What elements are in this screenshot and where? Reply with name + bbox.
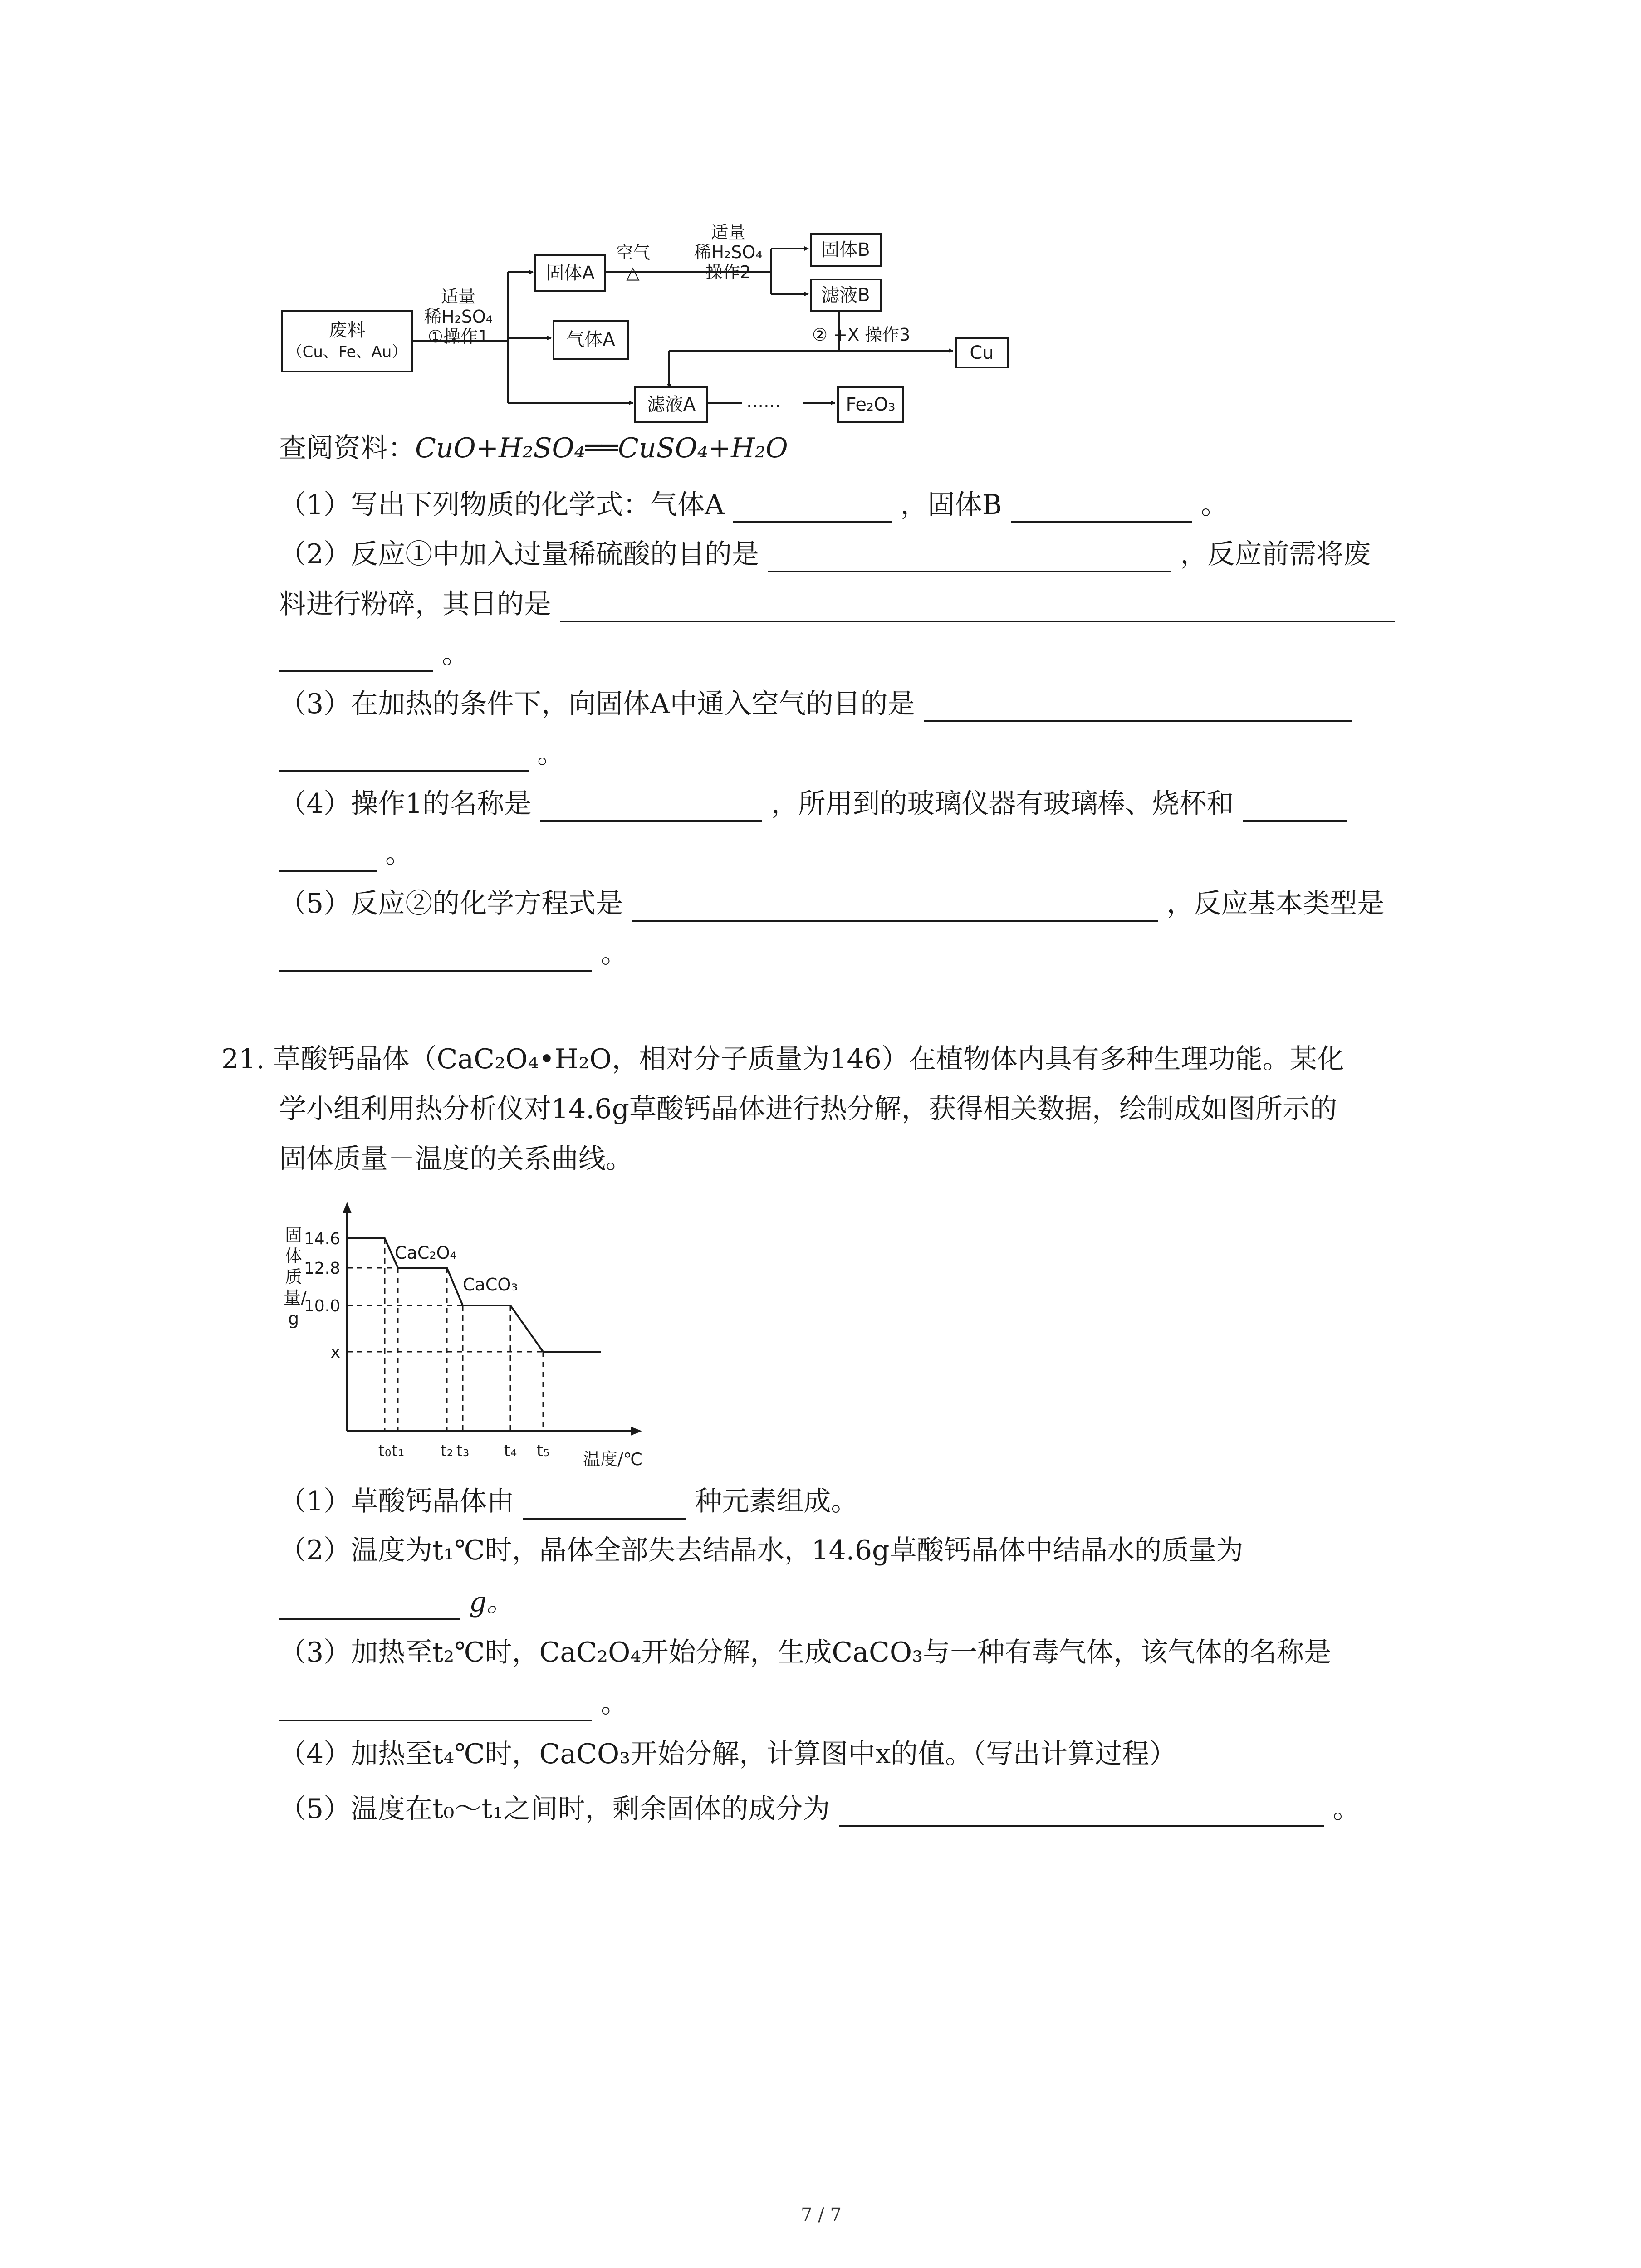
gas-a-box: 气体A: [553, 320, 629, 360]
fe2o3-box: Fe₂O₃: [837, 386, 904, 423]
chart-annotation-cac2o4: CaC₂O₄: [395, 1243, 457, 1263]
waste-components: （Cu、Fe、Au）: [287, 343, 407, 361]
chart-x-axis-arrow: [631, 1427, 642, 1436]
reference-line: 查阅资料：CuO+H₂SO₄══CuSO₄+H₂O: [279, 432, 788, 464]
q21-part4: （4）加热至t₄℃时，CaCO₃开始分解，计算图中x的值。（写出计算过程）: [279, 1738, 1177, 1770]
chart-x-tick-label: t₃: [456, 1442, 470, 1460]
water-mass-blank[interactable]: [279, 1590, 460, 1620]
reference-equation: CuO+H₂SO₄══CuSO₄+H₂O: [415, 432, 788, 464]
page-number: 7 / 7: [801, 2204, 842, 2225]
q20-part4-line1: （4）操作1的名称是 ，所用到的玻璃仪器有玻璃棒、烧杯和: [279, 786, 1347, 822]
step3-label: ② +X 操作3: [812, 325, 911, 345]
filtrate-b-box: 滤液B: [810, 279, 882, 312]
q21-part2-line2: g。: [279, 1584, 514, 1620]
q20-part5-line1: （5）反应②的化学方程式是 ，反应基本类型是: [279, 885, 1384, 922]
step2-label: 适量 稀H₂SO₄ 操作2: [694, 222, 763, 282]
q21-intro-line2: 学小组利用热分析仪对14.6g草酸钙晶体进行热分解，获得相关数据，绘制成如图所示的: [279, 1093, 1337, 1125]
q20-part2-line1: （2）反应①中加入过量稀硫酸的目的是 ，反应前需将废: [279, 536, 1371, 572]
q21-part5: （5）温度在t₀～t₁之间时，剩余固体的成分为 。: [279, 1791, 1360, 1827]
chart-y-tick-label: x: [330, 1343, 340, 1362]
chart-series-line: [347, 1238, 601, 1352]
toxic-gas-blank[interactable]: [279, 1691, 592, 1721]
chart-x-tick-label: t₄: [504, 1442, 517, 1460]
chart-x-tick-label: t₅: [536, 1442, 550, 1460]
dots: ……: [746, 391, 781, 411]
air-label: 空气 △: [615, 243, 650, 283]
chart-annotation-caco3: CaCO₃: [463, 1275, 518, 1295]
chart-x-tick-label: t₂: [440, 1442, 454, 1460]
step1-label: 适量 稀H₂SO₄ ①操作1: [424, 287, 493, 347]
element-count-blank[interactable]: [523, 1490, 686, 1520]
q20-part4-line2: 。: [279, 836, 412, 872]
q21-part2-line1: （2）温度为t₁℃时，晶体全部失去结晶水，14.6g草酸钙晶体中结晶水的质量为: [279, 1535, 1244, 1566]
chart-y-axis-arrow: [343, 1202, 352, 1213]
q21-intro-line3: 固体质量－温度的关系曲线。: [279, 1143, 633, 1175]
waste-label: 废料: [329, 320, 365, 341]
chart-x-tick-label: t₁: [391, 1442, 405, 1460]
chart-y-tick-label: 10.0: [304, 1297, 340, 1315]
q21-part1: （1）草酸钙晶体由 种元素组成。: [279, 1483, 858, 1520]
chart-x-tick-label: t₀: [378, 1442, 392, 1460]
q20-part1: （1）写出下列物质的化学式：气体A ，固体B 。: [279, 487, 1228, 523]
solid-b-box: 固体B: [810, 233, 882, 267]
q21-intro-line1: 21. 草酸钙晶体（CaC₂O₄•H₂O，相对分子质量为146）在植物体内具有多种生理功能。某化: [221, 1043, 1344, 1075]
cu-box: Cu: [955, 337, 1009, 368]
q20-part2-line3: 。: [279, 636, 469, 672]
q20-part3-line1: （3）在加热的条件下，向固体A中通入空气的目的是: [279, 686, 1352, 722]
chart-ylabel-text: 固体质量/g: [284, 1225, 307, 1329]
filtrate-a-box: 滤液A: [634, 386, 708, 423]
q21-part3-line2: 。: [279, 1685, 628, 1721]
q20-part5-line2: 。: [279, 935, 628, 972]
q21-part3-line1: （3）加热至t₂℃时，CaC₂O₄开始分解，生成CaCO₃与一种有毒气体，该气体的名称是: [279, 1637, 1332, 1668]
solid-a-box: 固体A: [534, 254, 606, 292]
chart-xlabel: 温度/℃: [583, 1449, 643, 1469]
q20-part2-line2: 料进行粉碎，其目的是: [279, 586, 1395, 622]
chart-y-tick-label: 14.6: [304, 1230, 340, 1248]
chart-y-tick-label: 12.8: [304, 1259, 340, 1278]
residue-composition-blank[interactable]: [839, 1797, 1324, 1827]
q20-part3-line2: 。: [279, 736, 564, 772]
